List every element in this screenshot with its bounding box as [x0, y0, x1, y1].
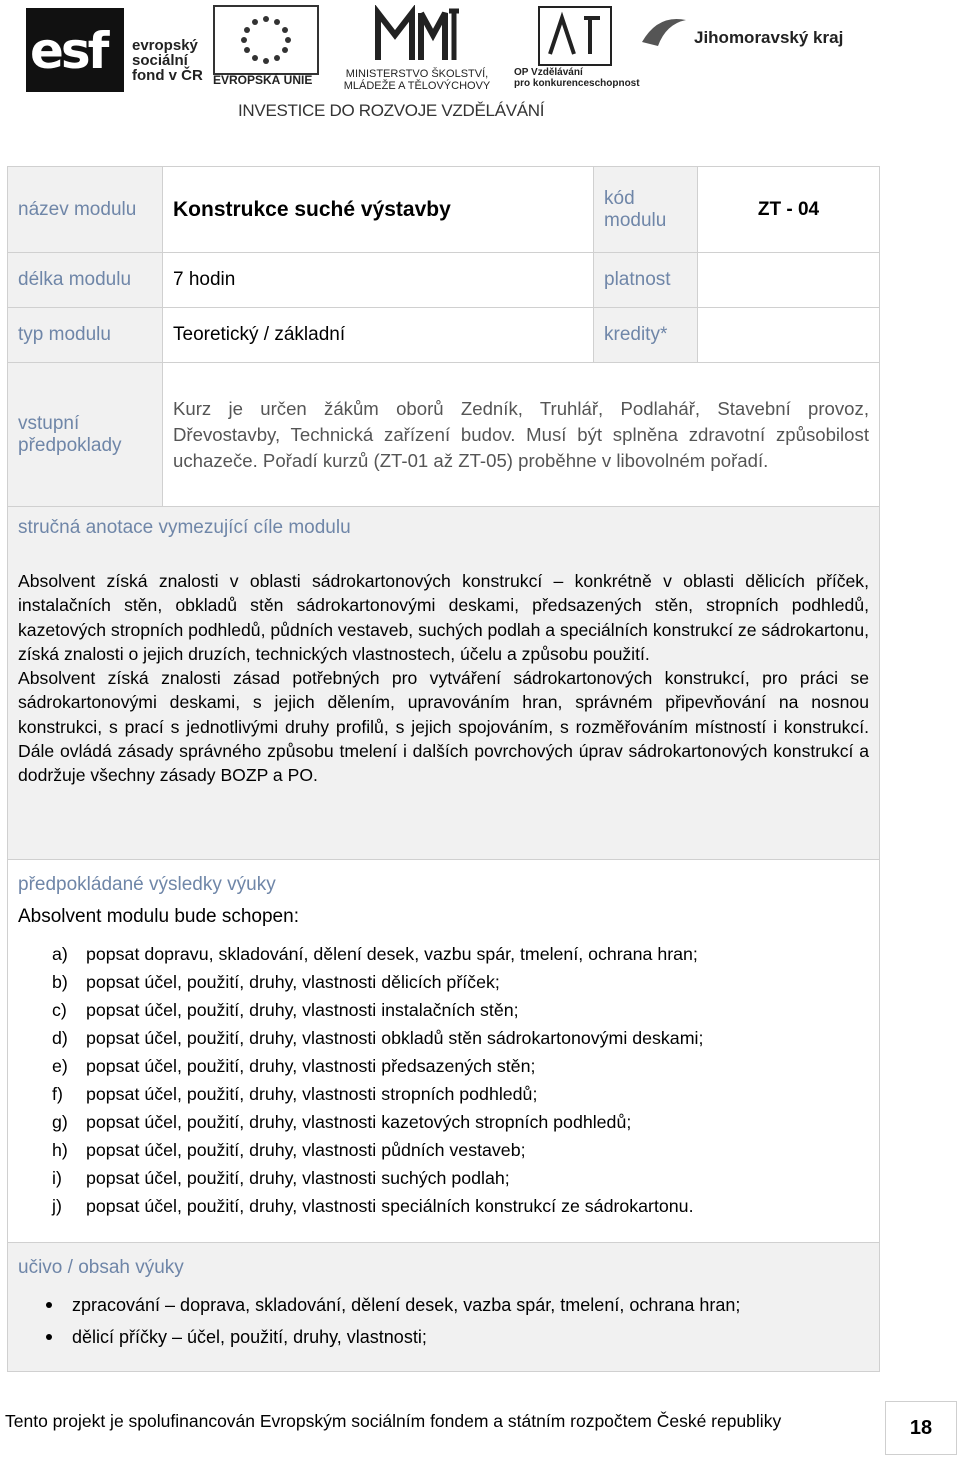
list-item: zpracování – doprava, skladování, dělení desek, vazba spár, tmelení, ochrana hran;: [18, 1289, 869, 1321]
item-marker: i): [52, 1168, 62, 1188]
item-text: popsat účel, použití, druhy, vlastnosti kazetových stropních podhledů;: [86, 1112, 632, 1132]
row-annotation: [8, 507, 880, 860]
row-content: [8, 1243, 880, 1372]
row-name: [8, 167, 880, 253]
msmt-logo-icon: [373, 5, 463, 65]
item-text: popsat účel, použití, druhy, vlastnosti stropních podhledů;: [86, 1084, 538, 1104]
module-type: Teoretický / základní: [163, 308, 594, 363]
item-marker: j): [52, 1196, 62, 1216]
list-item: [18, 1192, 869, 1220]
item-text: popsat dopravu, skladování, dělení desek, vazbu spár, tmelení, ochrana hran;: [86, 944, 698, 964]
list-item: [18, 1164, 869, 1192]
list-item: [18, 1052, 869, 1080]
annotation-paragraph-2: Absolvent získá znalosti zásad potřebných pro vytváření sádrokartonových konstrukcí, pro práci se sádrokartonovými deskami, s jejich dělením, upravováním hran, správném připevňování na nosnou konstrukci, s prací s jednotlivými druhy profilů, s jejich spojováním, s rozměřováním místností i konstrukcí. Dále ovládá zásady správného způsobu tmelení i dalších povrchových úprav sádrokartonových konstrukcí a dodržuje všechny zásady BOZP a PO.: [18, 668, 869, 786]
prereq-cell: [163, 363, 880, 507]
row-results: [8, 860, 880, 1243]
code-label: kód modulu: [594, 167, 698, 253]
list-item: [18, 968, 869, 996]
item-text: popsat účel, použití, druhy, vlastnosti speciálních konstrukcí ze sádrokartonu.: [86, 1196, 694, 1216]
eu-flag-icon: [213, 5, 319, 75]
list-item: dělicí příčky – účel, použití, druhy, vlastnosti;: [18, 1321, 869, 1353]
page-footer: [0, 1398, 960, 1456]
length-label: délka modulu: [8, 253, 163, 308]
eu-label: EVROPSKÁ UNIE: [213, 73, 313, 87]
item-marker: g): [52, 1112, 68, 1132]
item-marker: c): [52, 1000, 67, 1020]
prereq-label: vstupní předpoklady: [8, 363, 163, 507]
esf-logo: [26, 8, 124, 92]
esf-text-line: evropský: [132, 37, 198, 54]
list-item: [18, 1024, 869, 1052]
item-text: popsat účel, použití, druhy, vlastnosti obkladů stěn sádrokartonovými deskami;: [86, 1028, 704, 1048]
esf-logo-text: [132, 38, 203, 83]
list-item: [18, 996, 869, 1024]
item-text: popsat účel, použití, druhy, vlastnosti dělicích příček;: [86, 972, 500, 992]
op-text-line: pro konkurenceschopnost: [514, 78, 640, 89]
content-title: učivo / obsah výuky: [18, 1257, 184, 1278]
annotation-section: [8, 507, 880, 860]
type-label: typ modulu: [8, 308, 163, 363]
list-item: [18, 1136, 869, 1164]
jmk-logo-text: Jihomoravský kraj: [694, 28, 844, 47]
results-intro: Absolvent modulu bude schopen:: [18, 906, 299, 927]
module-name: Konstrukce suché výstavby: [163, 167, 594, 253]
list-item: [18, 940, 869, 968]
item-marker: e): [52, 1056, 68, 1076]
op-logo-icon: [538, 6, 612, 66]
item-marker: h): [52, 1140, 68, 1160]
logo-header: [0, 0, 960, 140]
row-length: [8, 253, 880, 308]
footer-text: Tento projekt je spolufinancován Evropským sociálním fondem a státním rozpočtem České republiky: [5, 1411, 782, 1431]
investice-tagline: INVESTICE DO ROZVOJE VZDĚLÁVÁNÍ: [238, 101, 545, 120]
esf-text-line: fond v ČR: [132, 67, 203, 84]
row-type: [8, 308, 880, 363]
msmt-text-line: MLÁDEŽE A TĚLOVÝCHOVY: [343, 80, 491, 92]
row-prereq: [8, 363, 880, 507]
annotation-title: stručná anotace vymezující cíle modulu: [18, 517, 351, 538]
content-section: [8, 1243, 880, 1372]
msmt-text-line: MINISTERSTVO ŠKOLSTVÍ,: [345, 68, 489, 80]
item-marker: f): [52, 1084, 63, 1104]
item-marker: a): [52, 944, 68, 964]
page-number: 18: [885, 1401, 957, 1455]
item-marker: d): [52, 1028, 68, 1048]
name-label: název modulu: [8, 167, 163, 253]
op-logo-text: [514, 67, 640, 89]
item-marker: b): [52, 972, 68, 992]
module-code: ZT - 04: [698, 167, 880, 253]
item-text: popsat účel, použití, druhy, vlastnosti půdních vestaveb;: [86, 1140, 526, 1160]
content-list: [18, 1289, 869, 1353]
op-text-line: OP Vzdělávání: [514, 67, 583, 78]
module-length: 7 hodin: [163, 253, 594, 308]
validity-label: platnost: [594, 253, 698, 308]
item-text: popsat účel, použití, druhy, vlastnosti předsazených stěn;: [86, 1056, 536, 1076]
credits-value: [698, 308, 880, 363]
msmt-logo-text: [327, 68, 507, 92]
item-text: popsat účel, použití, druhy, vlastnosti instalačních stěn;: [86, 1000, 519, 1020]
list-item: [18, 1080, 869, 1108]
esf-text-line: sociální: [132, 52, 188, 69]
prereq-text: Kurz je určen žákům oborů Zedník, Truhlář, Podlahář, Stavební provoz, Dřevostavby, Technická zařízení budov. Musí být splněna zdravotní způsobilost uchazeče. Pořadí kurzů (ZT-01 až ZT-05) proběhne v libovolném pořadí.: [173, 397, 869, 471]
list-item: [18, 1108, 869, 1136]
credits-label: kredity*: [594, 308, 698, 363]
results-list: [18, 940, 869, 1220]
results-section: [8, 860, 880, 1243]
validity-value: [698, 253, 880, 308]
esf-logo-letters: esf: [30, 22, 107, 80]
item-text: popsat účel, použití, druhy, vlastnosti suchých podlah;: [86, 1168, 510, 1188]
module-table: [7, 166, 880, 1372]
annotation-paragraph-1: Absolvent získá znalosti v oblasti sádrokartonových konstrukcí – konkrétně v oblasti dělicích příček, instalačních stěn, obkladů stěn sádrokartonovými deskami, předsazených stěn, stropních podhledů, kazetových stropních podhledů, půdních vestaveb, suchých podlah a speciálních konstrukcí ze sádrokartonu, získá znalosti o jejich druzích, technických vlastnostech, účelu a způsobu použití.: [18, 571, 869, 664]
results-title: předpokládané výsledky výuky: [18, 874, 276, 895]
jmk-logo-icon: [638, 12, 690, 52]
